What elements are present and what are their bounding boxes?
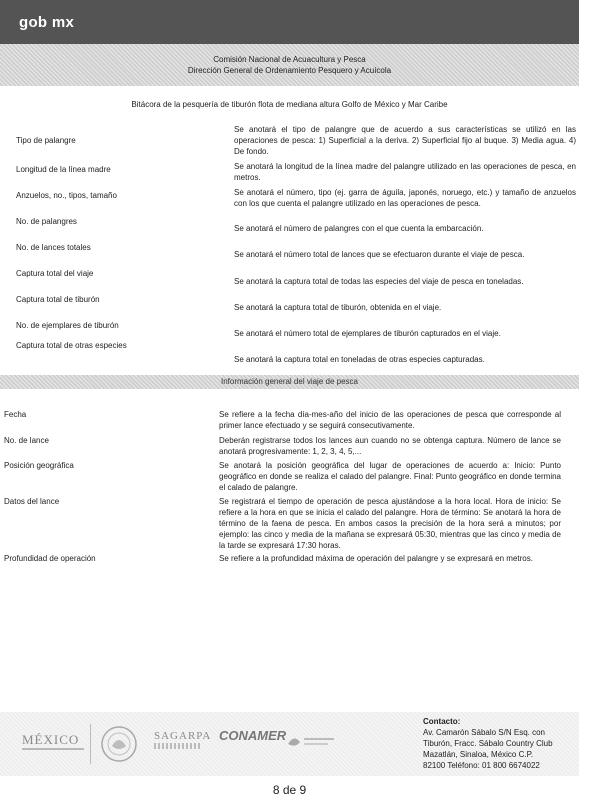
mexico-logo-underline [22, 748, 84, 750]
field-label: Posición geográfica [4, 461, 74, 470]
field-label: No. de lances totales [16, 243, 91, 252]
field-description: Se anotará el número total de lances que se efectuaron durante el viaje de pesca. [234, 250, 525, 259]
field-label: Datos del lance [4, 497, 60, 506]
institution-header [0, 44, 579, 86]
contact-line: Tiburón, Fracc. Sábalo Country Club [423, 739, 553, 748]
field-label: Longitud de la línea madre [16, 165, 111, 174]
footer-divider [90, 724, 91, 764]
field-label: Anzuelos, no., tipos, tamaño [16, 191, 117, 200]
field-description: Deberán registrarse todos los lances aun cuando no se obtenga captura. Número de lance se anotará progresivamente: 1, 2, 3, 4, 5,... [219, 436, 561, 456]
field-description: Se anotará la captura total de todas las especies del viaje de pesca en toneladas. [234, 277, 524, 286]
field-label: No. de ejemplares de tiburón [16, 321, 119, 330]
field-description: Se anotará la captura total en toneladas de otras especies capturadas. [234, 355, 485, 364]
field-description: Se anotará la posición geográfica del lugar de operaciones de acuerdo a: Inicio: Punto geográfico en donde se realiza el calado del palangre. Final: Punto geográfico en donde termina el calado de palangre. [219, 461, 561, 492]
field-description: Se anotará la captura total de tiburón, obtenida en el viaje. [234, 303, 442, 312]
section-header: Información general del viaje de pesca [0, 375, 579, 389]
conamer-logo: CONAMER [219, 728, 287, 743]
field-label: No. de palangres [16, 217, 77, 226]
field-label: Captura total de otras especies [16, 341, 127, 350]
field-label: Tipo de palangre [16, 136, 76, 145]
contact-line: 82100 Teléfono: 01 800 6674022 [423, 761, 540, 770]
field-description: Se anotará el número total de ejemplares de tiburón capturados en el viaje. [234, 329, 501, 338]
directorate-name: Dirección General de Ordenamiento Pesquero y Acuícola [187, 66, 392, 75]
mexico-logo: MÉXICO [22, 732, 80, 747]
field-label: Captura total de tiburón [16, 295, 100, 304]
institution-name: Comisión Nacional de Acuacultura y Pesca [213, 55, 366, 64]
field-label: Fecha [4, 410, 27, 419]
gobmx-logo[interactable]: gob mx [19, 14, 75, 31]
field-description: Se anotará el número, tipo (ej. garra de águila, japonés, noruego, etc.) y tamaño de anzuelos con los que cuenta el palangre utilizado en las operaciones de pesca. [234, 188, 576, 208]
coat-of-arms-icon [99, 724, 139, 764]
field-label: No. de lance [4, 436, 49, 445]
top-bar [0, 0, 579, 44]
field-label: Captura total del viaje [16, 269, 94, 278]
field-description: Se anotará el tipo de palangre que de acuerdo a sus características se utilizó en las operaciones de pesca: 1) Superficial a la deriva. 2) Superficial fijo al buque. 3) Media agua. 4) De fondo. [234, 125, 576, 156]
sagarpa-logo: SAGARPA [154, 730, 212, 742]
contact-line: Mazatlán, Sinaloa, México C.P. [423, 750, 534, 759]
agency-logo-icon [286, 730, 336, 752]
contact-line: Av. Camarón Sábalo S/N Esq. con [423, 728, 545, 737]
field-description: Se refiere a la profundidad máxima de operación del palangre y se expresará en metros. [219, 554, 533, 563]
field-label: Profundidad de operación [4, 554, 96, 563]
contact-block [423, 716, 583, 771]
page-number: 8 de 9 [272, 783, 307, 797]
document-title: Bitácora de la pesquería de tiburón flota de mediana altura Golfo de México y Mar Caribe [131, 100, 448, 109]
field-description: Se refiere a la fecha día-mes-año del inicio de las operaciones de pesca que corresponde al primer lance efectuado y se seguirá consecutivamente. [219, 410, 561, 430]
contact-title: Contacto: [423, 717, 461, 726]
field-description: Se registrará el tiempo de operación de pesca ajustándose a la hora local. Hora de inicio: Se refiere a la hora en que se inicia el calado del palangre. Hora de término: Se anotará la hora de término de la faena de pesca. En ambos casos la precisión de la hora será a minutos; por ejemplo: las cinco y media de la mañana se expresará 05:30, mientras que las cinco y media de la tarde se expresará 17:30 horas. [219, 497, 561, 550]
sagarpa-logo-stripes [154, 743, 202, 749]
field-description: Se anotará el número de palangres con el que cuenta la embarcación. [234, 224, 484, 233]
field-description: Se anotará la longitud de la línea madre del palangre utilizado en las operaciones de pesca, en metros. [234, 162, 576, 182]
